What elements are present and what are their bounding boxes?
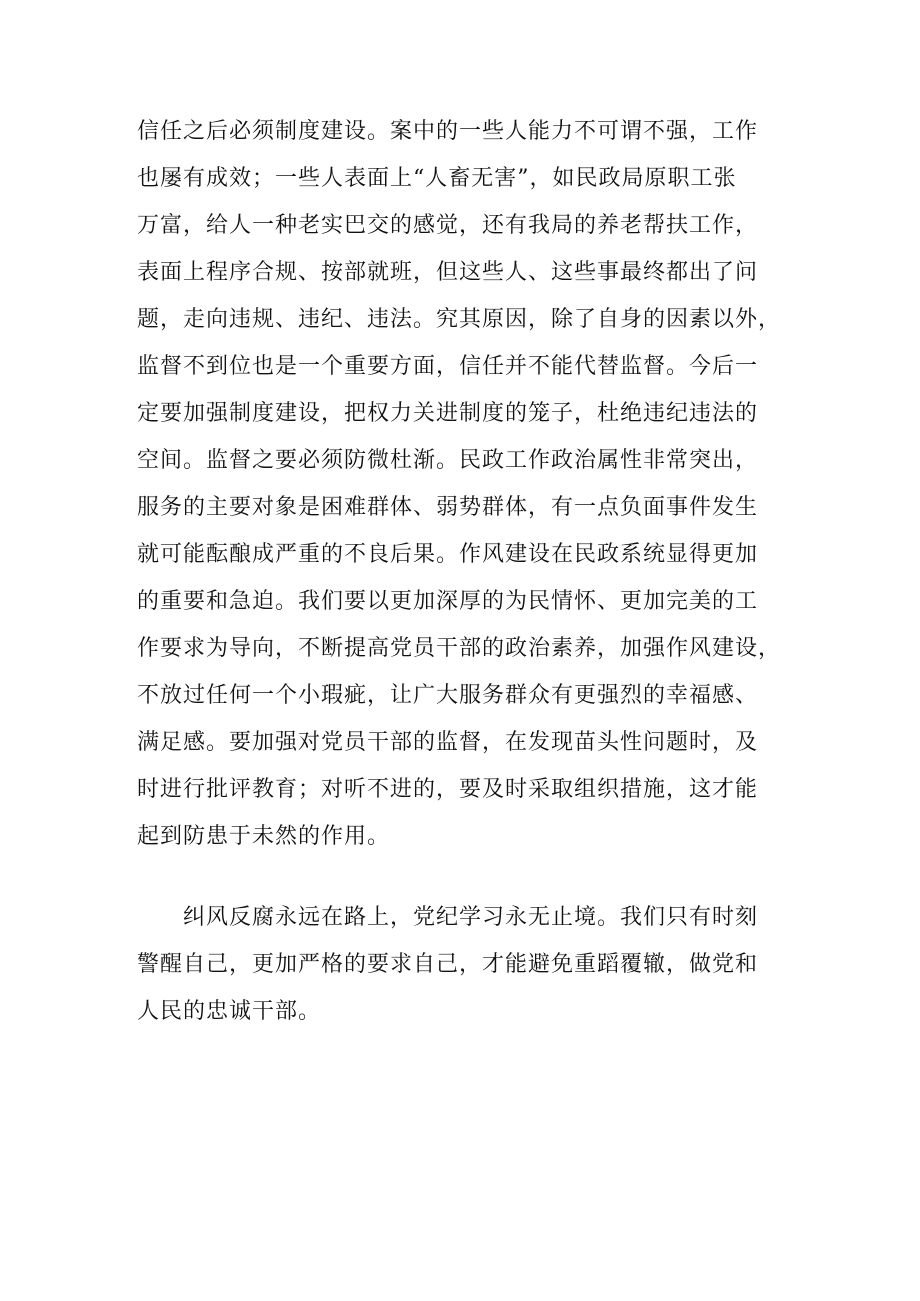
text-line: 万富，给人一种老实巴交的感觉，还有我局的养老帮扶工作， (137, 213, 759, 238)
text-line: 服务的主要对象是困难群体、弱势群体，有一点负面事件发生 (137, 495, 759, 520)
text-line: 监督不到位也是一个重要方面，信任并不能代替监督。今后一 (137, 354, 759, 379)
text-line: 满足感。要加强对党员干部的监督，在发现苗头性问题时，及 (137, 730, 759, 755)
text-line: 表面上程序合规、按部就班，但这些人、这些事最终都出了问 (137, 260, 759, 285)
paragraph-1 (137, 108, 782, 860)
text-line: 时进行批评教育；对听不进的，要及时采取组织措施，这才能 (137, 777, 759, 802)
text-line: 作要求为导向，不断提高党员干部的政治素养，加强作风建设， (137, 636, 782, 661)
text-line: 空间。监督之要必须防微杜渐。民政工作政治属性非常突出， (137, 448, 759, 473)
text-line: 也屡有成效；一些人表面上“人畜无害”，如民政局原职工张 (137, 166, 737, 191)
text-line: 就可能酝酿成严重的不良后果。作风建设在民政系统显得更加 (137, 542, 759, 567)
text-line: 的重要和急迫。我们要以更加深厚的为民情怀、更加完美的工 (137, 589, 759, 614)
text-line: 起到防患于未然的作用。 (137, 824, 391, 849)
text-line: 不放过任何一个小瑕疵，让广大服务群众有更强烈的幸福感、 (137, 683, 759, 708)
text-line: 纠风反腐永远在路上，党纪学习永无止境。我们只有时刻 (137, 905, 759, 930)
text-line: 定要加强制度建设，把权力关进制度的笼子，杜绝违纪违法的 (137, 401, 759, 426)
text-line: 信任之后必须制度建设。案中的一些人能力不可谓不强，工作 (137, 119, 759, 144)
text-line: 警醒自己，更加严格的要求自己，才能避免重蹈覆辙，做党和 (137, 952, 759, 977)
text-line: 题，走向违规、违纪、违法。究其原因，除了自身的因素以外， (137, 307, 782, 332)
paragraph-2 (137, 894, 777, 1035)
text-line: 人民的忠诚干部。 (137, 999, 322, 1024)
